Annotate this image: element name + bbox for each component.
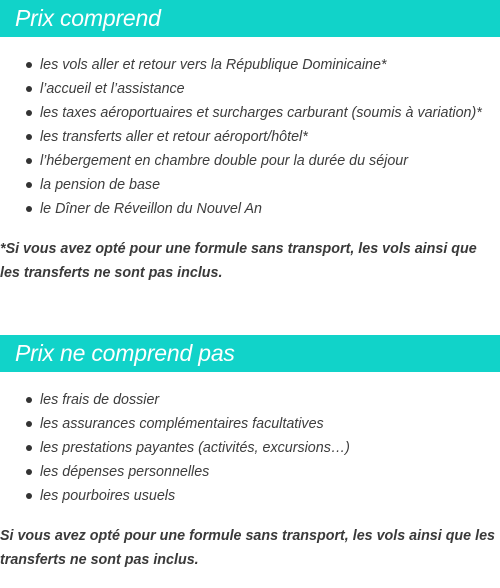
list-item	[0, 412, 350, 436]
excluded-section-title: Prix ne comprend pas	[15, 340, 235, 366]
list-item-text: l’accueil et l’assistance	[40, 81, 185, 97]
list-item-text: les pourboires usuels	[40, 488, 176, 504]
bullet-icon	[26, 62, 32, 68]
list-item-text: les transferts aller et retour aéroport/hôtel*	[40, 129, 308, 145]
list-item	[0, 388, 350, 412]
bullet-icon	[26, 134, 32, 140]
bullet-icon	[26, 206, 32, 212]
bullet-icon	[26, 182, 32, 188]
bullet-icon	[26, 493, 32, 499]
list-item-text: les assurances complémentaires facultatives	[40, 416, 324, 432]
list-item-text: les dépenses personnelles	[40, 464, 210, 480]
list-item	[0, 460, 350, 484]
bullet-icon	[26, 397, 32, 403]
list-item	[0, 53, 482, 77]
included-items-list	[0, 53, 482, 221]
list-item-text: le Dîner de Réveillon du Nouvel An	[40, 201, 262, 217]
list-item-text: les prestations payantes (activités, excursions…)	[40, 440, 350, 456]
list-item-text: les vols aller et retour vers la République Dominicaine*	[40, 57, 387, 73]
excluded-section-header	[0, 335, 500, 372]
bullet-icon	[26, 110, 32, 116]
excluded-footnote: Si vous avez opté pour une formule sans transport, les vols ainsi que les transferts ne sont pas inclus.	[0, 528, 495, 568]
bullet-icon	[26, 445, 32, 451]
bullet-icon	[26, 86, 32, 92]
list-item-text: les frais de dossier	[40, 392, 160, 408]
list-item	[0, 436, 350, 460]
list-item	[0, 197, 482, 221]
list-item	[0, 173, 482, 197]
included-footnote: *Si vous avez opté pour une formule sans transport, les vols ainsi que les transferts ne sont pas inclus.	[0, 241, 477, 281]
bullet-icon	[26, 421, 32, 427]
included-section-title: Prix comprend	[15, 5, 161, 31]
list-item-text: les taxes aéroportuaires et surcharges carburant (soumis à variation)*	[40, 105, 482, 121]
list-item-text: l’hébergement en chambre double pour la durée du séjour	[40, 153, 408, 169]
list-item	[0, 101, 482, 125]
list-item	[0, 125, 482, 149]
included-section-header	[0, 0, 500, 37]
list-item	[0, 149, 482, 173]
list-item	[0, 484, 350, 508]
list-item	[0, 77, 482, 101]
list-item-text: la pension de base	[40, 177, 161, 193]
bullet-icon	[26, 469, 32, 475]
excluded-items-list	[0, 388, 350, 508]
bullet-icon	[26, 158, 32, 164]
